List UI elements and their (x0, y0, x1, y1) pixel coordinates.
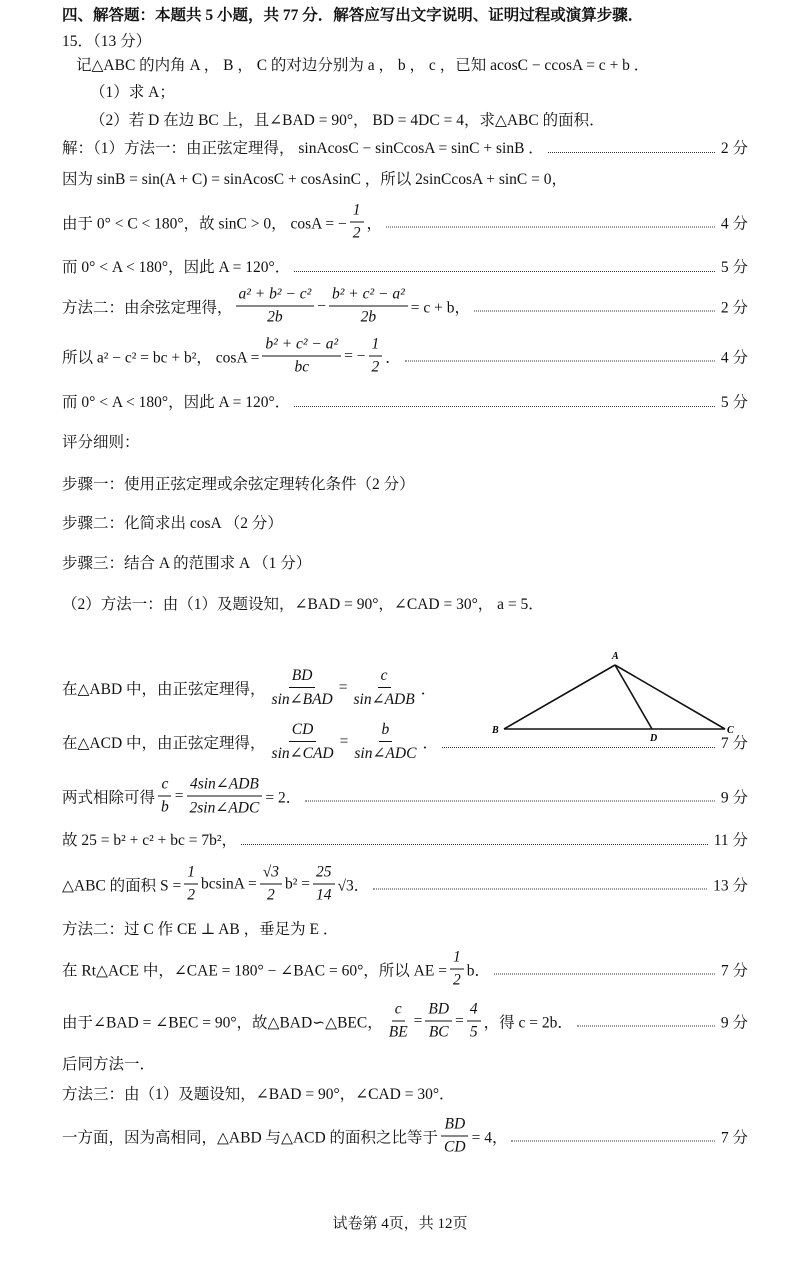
text-segment: = − (344, 347, 366, 364)
text-segment: 在△ACD 中，由正弦定理得， (62, 735, 266, 752)
text-line (62, 136, 748, 158)
dotted-leader (373, 889, 707, 890)
text-segment: 由于∠BAD = ∠BEC = 90°，故△BAD∽△BEC， (62, 1014, 383, 1031)
fraction (350, 202, 364, 243)
score-label: 13 分 (713, 877, 748, 894)
text-segment: 四、解答题：本题共 5 小题，共 77 分．解答应写出文字说明、证明过程或演算步骤． (62, 7, 644, 24)
text-segment: （2）方法一：由（1）及题设知，∠BAD = 90°，∠CAD = 30°， a = 5． (62, 596, 544, 613)
numerator: 1 (369, 336, 383, 357)
text-segment: = (339, 733, 349, 750)
numerator: 1 (350, 202, 364, 223)
text-line (62, 1116, 748, 1157)
text-segment: 步骤一：使用正弦定理或余弦定理转化条件（2 分） (62, 476, 415, 493)
denominator: b (161, 798, 169, 816)
denominator: sin∠CAD (271, 745, 334, 762)
numerator: CD (289, 721, 317, 742)
dotted-leader (577, 1026, 715, 1027)
text-segment: ． (420, 681, 437, 698)
fraction (467, 1001, 481, 1042)
text-line (62, 430, 748, 452)
text-line (62, 1001, 748, 1042)
dotted-leader (548, 152, 715, 153)
dotted-leader (241, 844, 708, 845)
text-segment: 在△ABD 中，由正弦定理得， (62, 681, 266, 698)
label-d: D (650, 733, 658, 744)
numerator: 4sin∠ADB (187, 775, 262, 797)
score-label: 2 分 (720, 299, 748, 316)
text-segment: 方法二：过 C 作 CE ⊥ AB ，垂足为 E ． (62, 921, 339, 938)
text-line (62, 592, 748, 614)
text-segment: √3． (337, 877, 370, 894)
text-line (62, 917, 748, 939)
text-segment: = 4， (471, 1129, 508, 1146)
dotted-leader (494, 974, 715, 975)
score-label: 4 分 (720, 215, 748, 232)
score-label: 9 分 (720, 789, 748, 806)
fraction (329, 286, 408, 327)
numerator: c (158, 776, 171, 797)
numerator: 4 (467, 1001, 481, 1022)
label-b: B (492, 725, 499, 736)
dotted-leader (405, 361, 715, 362)
text-segment: 而 0° < A < 180°，因此 A = 120°． (62, 394, 291, 411)
triangle-figure (490, 640, 740, 750)
text-line (62, 551, 748, 573)
text-line (62, 667, 520, 709)
text-line (62, 472, 748, 494)
denominator: bc (294, 358, 310, 376)
dotted-leader (294, 406, 715, 407)
denominator: 2 (371, 358, 380, 376)
text-segment: = 2． (265, 789, 302, 806)
fraction (313, 864, 335, 905)
score-label: 7 分 (720, 962, 748, 979)
text-line (62, 286, 748, 327)
denominator: BE (388, 1023, 408, 1041)
text-segment: − (317, 297, 327, 314)
text-line (62, 1052, 748, 1074)
text-line (62, 864, 748, 905)
page-footer: 试卷第 4页，共 12页 (332, 1216, 468, 1232)
dotted-leader (294, 271, 715, 272)
text-line (62, 949, 748, 990)
numerator: BD (289, 667, 316, 688)
text-line (90, 108, 748, 130)
text-line (62, 511, 748, 533)
text-segment: 在 Rt△ACE 中，∠CAE = 180° − ∠BAC = 60°，所以 AE = (62, 962, 447, 979)
numerator: a² + b² − c² (236, 286, 315, 307)
text-segment: ． (385, 349, 401, 366)
score-label: 11 分 (713, 832, 748, 849)
numerator: b (379, 721, 393, 742)
denominator: 2 (266, 886, 275, 904)
denominator: 2 (352, 224, 361, 242)
label-c: C (727, 725, 734, 736)
text-segment: = (413, 1012, 423, 1029)
fraction (369, 336, 383, 377)
text-segment: 解：（1）方法一：由正弦定理得， sinAcosC − sinCcosA = sinC + sinB ． (62, 140, 544, 157)
denominator: 5 (469, 1023, 478, 1041)
numerator: BD (441, 1116, 468, 1137)
text-segment: = (338, 679, 348, 696)
numerator: √3 (260, 864, 282, 885)
dotted-leader (386, 227, 715, 228)
fraction (260, 864, 282, 905)
score-label: 7 分 (720, 735, 748, 752)
text-segment: 而 0° < A < 180°，因此 A = 120°． (62, 259, 291, 276)
text-segment: （1）求 A； (90, 84, 175, 101)
text-segment: （2）若 D 在边 BC 上，且∠BAD = 90°， BD = 4DC = 4，求△ABC 的面积． (90, 112, 605, 129)
text-segment: 故 25 = b² + c² + bc = 7b²， (62, 832, 238, 849)
numerator: c (392, 1001, 405, 1022)
text-line (62, 29, 748, 51)
text-line (62, 336, 748, 377)
text-segment: 一方面，因为高相同，△ABD 与△ACD 的面积之比等于 (62, 1129, 439, 1146)
text-segment: = c + b， (410, 299, 471, 316)
text-segment: ，得 c = 2b． (483, 1014, 573, 1031)
text-line (62, 3, 748, 25)
text-segment: b² = (284, 875, 310, 892)
text-line (90, 80, 748, 102)
score-label: 5 分 (720, 394, 748, 411)
dotted-leader (474, 311, 715, 312)
fraction (269, 721, 337, 763)
text-segment: ， (366, 215, 383, 232)
text-line (76, 53, 748, 75)
text-segment: bcsinA = (201, 875, 257, 892)
fraction (187, 775, 263, 818)
fraction (441, 1116, 469, 1157)
score-label: 2 分 (720, 140, 748, 157)
text-segment: = (455, 1012, 464, 1029)
text-segment: 由于 0° < C < 180°，故 sinC > 0， cosA = − (62, 215, 347, 232)
denominator: 2 (452, 971, 461, 989)
text-line (62, 202, 748, 243)
denominator: BC (428, 1023, 449, 1041)
fraction (425, 1001, 452, 1042)
text-segment: 步骤三：结合 A 的范围求 A （1 分） (62, 555, 312, 572)
text-segment: 15．（13 分） (62, 33, 152, 50)
fraction (262, 336, 341, 377)
denominator: sin∠BAD (271, 691, 333, 708)
denominator: CD (444, 1138, 466, 1156)
denominator: 2sin∠ADC (189, 799, 260, 817)
score-label: 9 分 (720, 1014, 748, 1031)
text-segment: ． (422, 735, 438, 752)
segment-ac (615, 665, 725, 729)
text-segment: △ABC 的面积 S = (62, 877, 182, 894)
text-line (62, 775, 748, 818)
numerator: b² + c² − a² (262, 336, 341, 357)
numerator: 1 (450, 949, 464, 970)
text-segment: 方法三：由（1）及题设知，∠BAD = 90°，∠CAD = 30°． (62, 1086, 455, 1103)
numerator: 25 (313, 864, 335, 885)
text-line (62, 255, 748, 277)
denominator: 14 (316, 886, 332, 904)
fraction (269, 667, 336, 709)
fraction (386, 1001, 411, 1042)
label-a: A (612, 651, 619, 662)
denominator: sin∠ADB (353, 691, 415, 708)
text-segment: 两式相除可得 (62, 789, 156, 806)
text-segment: 后同方法一． (62, 1056, 156, 1073)
text-segment: 步骤二：化简求出 cosA （2 分） (62, 515, 283, 532)
numerator: BD (425, 1001, 452, 1022)
denominator: sin∠ADC (354, 745, 417, 762)
text-segment: 记△ABC 的内角 A ， B ， C 的对边分别为 a ， b ， c ，已知 acosC − ccosA = c + b ． (76, 57, 650, 74)
text-segment: 方法二：由余弦定理得， (62, 299, 233, 316)
segment-ad (615, 665, 652, 729)
text-segment: 所以 a² − c² = bc + b²， cosA = (62, 349, 260, 366)
numerator: c (378, 667, 391, 688)
score-label: 7 分 (720, 1129, 748, 1146)
fraction (450, 949, 464, 990)
text-segment: 评分细则： (62, 434, 140, 451)
segment-ab (504, 665, 615, 729)
dotted-leader (511, 1141, 714, 1142)
fraction (351, 721, 419, 763)
denominator: 2b (267, 308, 283, 326)
fraction (351, 667, 418, 709)
denominator: 2b (360, 308, 377, 326)
score-label: 5 分 (720, 259, 748, 276)
text-line (62, 167, 748, 189)
fraction (158, 776, 172, 817)
fraction (236, 286, 315, 327)
numerator: b² + c² − a² (329, 286, 408, 307)
text-line (62, 390, 748, 412)
denominator: 2 (187, 886, 196, 904)
text-line (62, 828, 748, 850)
text-segment: 因为 sinB = sin(A + C) = sinAcosC + cosAsinC ，所以 2sinCcosA + sinC = 0， (62, 171, 568, 188)
text-segment: = (174, 787, 184, 804)
text-segment: b． (466, 962, 490, 979)
fraction (184, 864, 198, 905)
dotted-leader (305, 801, 715, 802)
score-label: 4 分 (720, 349, 748, 366)
numerator: 1 (184, 864, 198, 885)
text-line (62, 1082, 748, 1104)
